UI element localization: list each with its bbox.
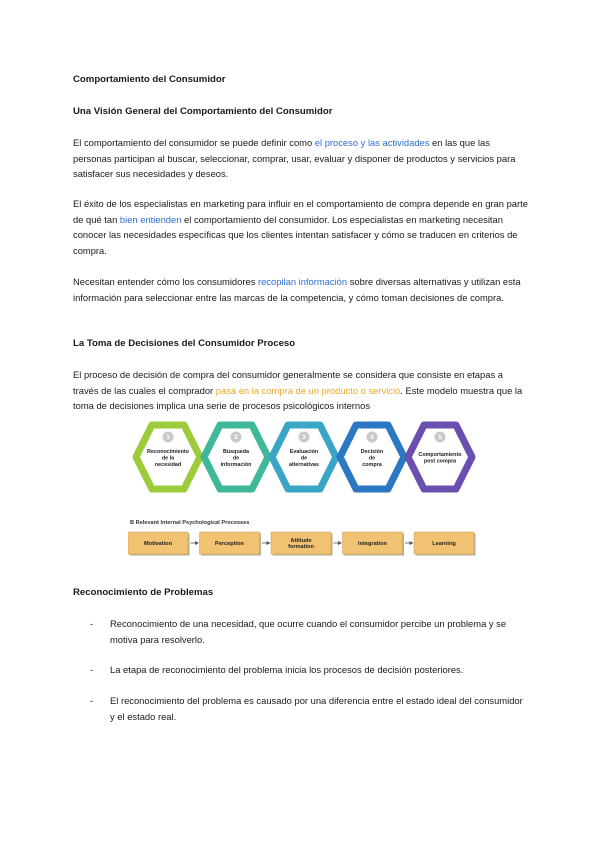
list-bullet: - — [90, 618, 94, 629]
stage-label: compra — [362, 462, 382, 468]
stage-label: de — [232, 455, 240, 462]
stage-label: información — [220, 462, 252, 468]
process-label: Attitude — [290, 537, 312, 544]
stage-number: 3 — [302, 434, 306, 442]
process-stage — [272, 425, 336, 489]
arrow-icon — [334, 541, 343, 545]
highlight-text: pasa en la compra de un producto o servicio — [215, 384, 401, 396]
paragraph-definition: El comportamiento del consumidor se puede definir como el proceso y las actividades en las que las personas participan al buscar, seleccionar, comprar, usar, evaluar y disponer de productos y servicios para satisfacer sus necesidades y deseos. — [73, 137, 516, 179]
highlight-text: recopilan información — [258, 276, 348, 287]
process-label: Motivation — [144, 541, 172, 547]
stage-label: post compra — [423, 458, 457, 465]
process-label: formation — [288, 544, 314, 551]
document-title: Comportamiento del Consumidor — [73, 74, 226, 85]
stage-label: Decisión — [360, 449, 384, 455]
psych-process-box — [271, 532, 333, 556]
diagram-sub-label: B Relevant Internal Psychological Processes — [130, 520, 250, 526]
stage-label: Comportamiento — [418, 452, 462, 458]
process-label: Learning — [432, 541, 456, 547]
psych-process-box — [128, 532, 190, 556]
psych-process-box — [200, 532, 262, 556]
stage-label: de — [368, 455, 376, 462]
stage-label: de — [300, 455, 308, 462]
stage-label: Evaluación — [289, 449, 319, 455]
stage-number: 5 — [438, 434, 442, 442]
paragraph-information: Necesitan entender cómo los consumidores recopilan información sobre diversas alternativas y utilizan esta información para seleccionar entre las marcas de la competencia, y cómo toman decisiones de compra. — [73, 276, 521, 303]
stage-label: Búsqueda — [222, 449, 250, 455]
highlight-text: el proceso y las actividades — [314, 137, 430, 148]
process-stage — [408, 425, 472, 489]
paragraph-decision-process: El proceso de decisión de compra del consumidor generalmente se considera que consiste en etapas a través de las cuales el comprador pasa en la compra de un producto o servicio. Este modelo muestra que la toma de decisiones implica una serie de procesos psicológicos internos — [73, 369, 523, 411]
process-stage — [136, 425, 200, 489]
stage-label: necesidad — [154, 462, 182, 468]
psych-process-box — [343, 532, 405, 556]
stage-number: 1 — [166, 434, 170, 442]
process-stage — [340, 425, 404, 489]
process-label: Perception — [215, 541, 244, 547]
list-item-text: Reconocimiento de una necesidad, que ocurre cuando el consumidor percibe un problema y se motiva para resolverlo. — [110, 618, 507, 645]
list-item-text: El reconocimiento del problema es causado por una diferencia entre el estado ideal del consumidor y el estado real. — [110, 695, 523, 722]
highlight-text: bien entienden — [119, 213, 182, 225]
arrow-icon — [262, 541, 271, 545]
section-heading-overview: Una Visión General del Comportamiento del Consumidor — [73, 106, 333, 117]
stage-label: de la — [161, 455, 175, 462]
decision-process-diagram — [128, 410, 480, 560]
stage-label: Reconocimiento — [147, 449, 189, 455]
section-heading-decision: La Toma de Decisiones del Consumidor Proceso — [73, 338, 296, 349]
process-label: Integration — [358, 541, 387, 547]
list-bullet: - — [90, 664, 94, 675]
stage-label: alternativas — [289, 462, 319, 468]
list-item-text: La etapa de reconocimiento del problema inicia los procesos de decisión posteriores. — [110, 664, 464, 675]
stage-number: 4 — [370, 434, 374, 442]
process-stage — [204, 425, 268, 489]
list-bullet: - — [90, 695, 94, 706]
stage-number: 2 — [234, 434, 238, 442]
arrow-icon — [191, 541, 200, 545]
paragraph-marketing: El éxito de los especialistas en marketing para influir en el comportamiento de compra depende en gran parte de qué tan bien entienden el comportamiento del consumidor. Los especialistas en marketing necesitan conocer las necesidades específicas que los clientes intentan satisfacer y cómo se traducen en criterios de compra. — [73, 198, 528, 256]
arrow-icon — [405, 541, 414, 545]
psych-process-box — [414, 532, 476, 556]
section-heading-problem-recognition: Reconocimiento de Problemas — [73, 587, 214, 598]
